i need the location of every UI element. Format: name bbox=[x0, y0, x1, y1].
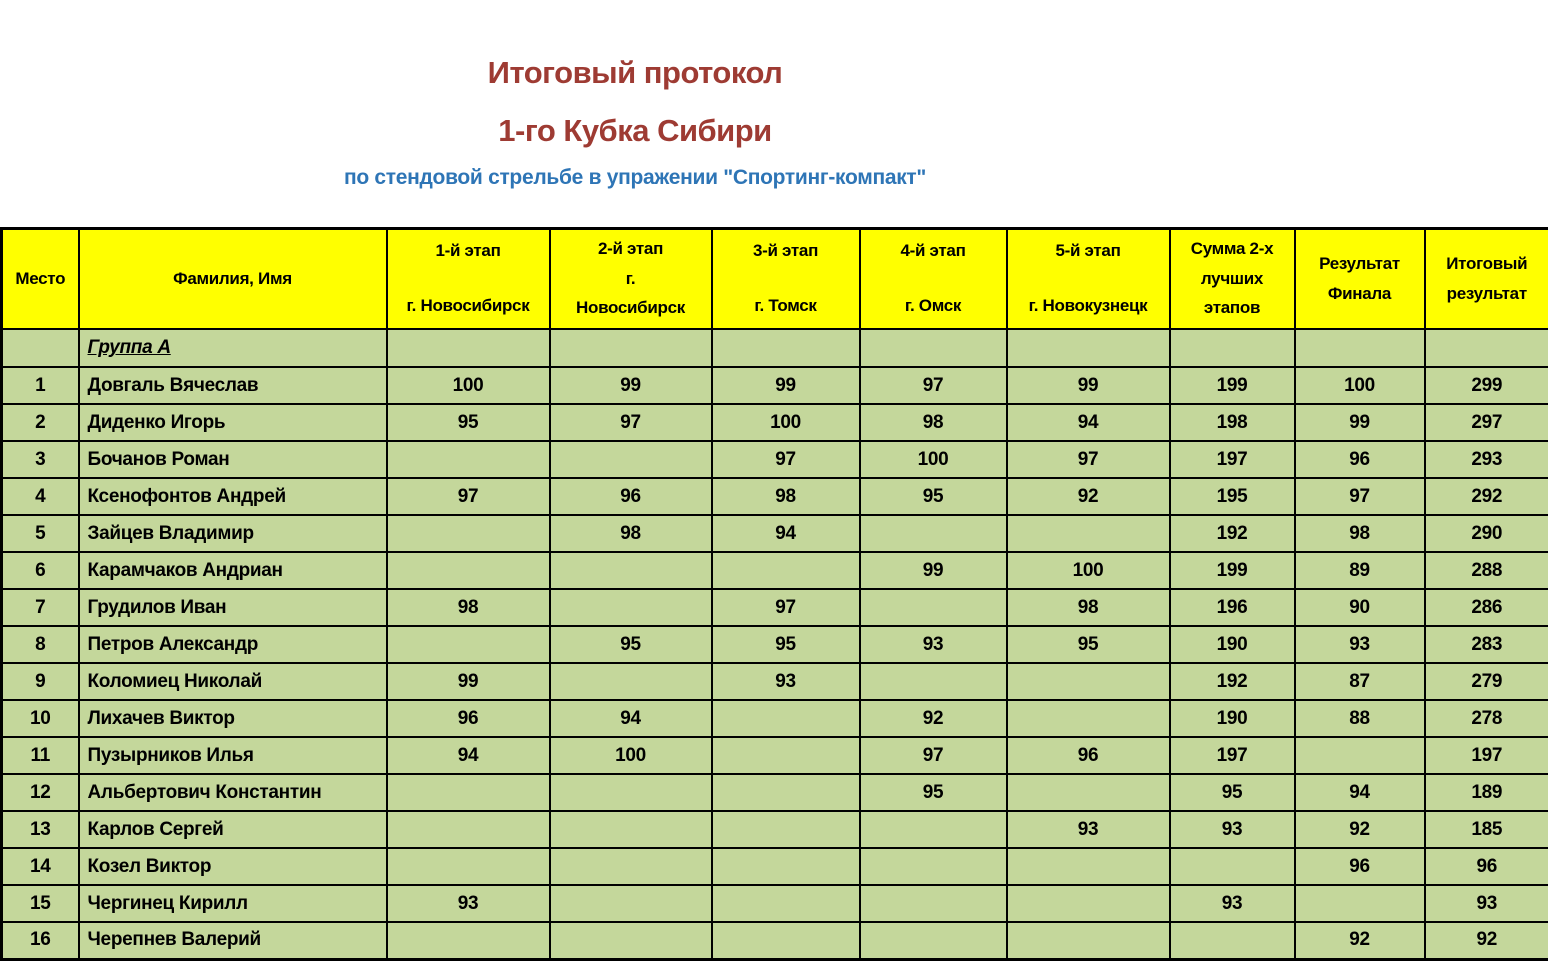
name-cell: Диденко Игорь bbox=[79, 404, 387, 441]
score-cell-stage5: 98 bbox=[1007, 589, 1170, 626]
score-cell-stage1 bbox=[387, 515, 550, 552]
score-cell-stage4 bbox=[860, 848, 1007, 885]
score-cell-stage2: 95 bbox=[550, 626, 712, 663]
score-cell-final: 98 bbox=[1295, 515, 1425, 552]
column-header-name-line: Фамилия, Имя bbox=[173, 264, 292, 294]
place-cell: 2 bbox=[2, 404, 79, 441]
name-cell: Довгаль Вячеслав bbox=[79, 367, 387, 404]
score-cell-stage4: 97 bbox=[860, 737, 1007, 774]
score-cell-stage5: 95 bbox=[1007, 626, 1170, 663]
score-cell-total: 93 bbox=[1425, 885, 1548, 922]
results-table-body bbox=[2, 329, 1548, 959]
name-cell: Коломиец Николай bbox=[79, 663, 387, 700]
score-cell-total: 92 bbox=[1425, 922, 1548, 959]
score-cell-stage3 bbox=[712, 922, 860, 959]
score-cell-total: 299 bbox=[1425, 367, 1548, 404]
column-header-place-line: Место bbox=[15, 264, 65, 294]
score-cell-stage2 bbox=[550, 885, 712, 922]
column-header-stage5-line: г. Новокузнецк bbox=[1029, 296, 1148, 316]
score-cell-stage5: 99 bbox=[1007, 367, 1170, 404]
score-cell-stage3 bbox=[712, 774, 860, 811]
score-cell-sum: 190 bbox=[1170, 626, 1295, 663]
score-cell-total: 288 bbox=[1425, 552, 1548, 589]
table-row bbox=[2, 367, 1548, 404]
group-row bbox=[2, 329, 1548, 367]
score-cell-sum: 190 bbox=[1170, 700, 1295, 737]
score-cell-sum bbox=[1170, 922, 1295, 959]
score-cell-sum: 197 bbox=[1170, 441, 1295, 478]
page-title-line1: Итоговый протокол bbox=[0, 44, 1270, 102]
empty-cell bbox=[1170, 329, 1295, 367]
column-header-total-line: результат bbox=[1447, 279, 1527, 309]
column-header-stage3-line: 3-й этап bbox=[753, 241, 818, 261]
score-cell-total: 197 bbox=[1425, 737, 1548, 774]
score-cell-stage5: 93 bbox=[1007, 811, 1170, 848]
empty-cell bbox=[1425, 329, 1548, 367]
score-cell-stage5: 100 bbox=[1007, 552, 1170, 589]
score-cell-stage2: 99 bbox=[550, 367, 712, 404]
score-cell-stage1 bbox=[387, 774, 550, 811]
empty-cell bbox=[712, 329, 860, 367]
score-cell-stage3: 93 bbox=[712, 663, 860, 700]
score-cell-stage1 bbox=[387, 552, 550, 589]
column-header-stage5 bbox=[1007, 229, 1170, 330]
score-cell-sum: 192 bbox=[1170, 515, 1295, 552]
page-title-line2: 1-го Кубка Сибири bbox=[0, 102, 1270, 160]
column-header-total-line: Итоговый bbox=[1446, 249, 1527, 279]
name-cell: Карлов Сергей bbox=[79, 811, 387, 848]
table-row bbox=[2, 922, 1548, 959]
table-row bbox=[2, 441, 1548, 478]
score-cell-stage1: 93 bbox=[387, 885, 550, 922]
score-cell-sum: 195 bbox=[1170, 478, 1295, 515]
column-header-sum-line: Сумма 2-х bbox=[1191, 239, 1273, 259]
score-cell-stage1: 95 bbox=[387, 404, 550, 441]
column-header-total bbox=[1425, 229, 1548, 330]
table-row bbox=[2, 478, 1548, 515]
score-cell-total: 279 bbox=[1425, 663, 1548, 700]
score-cell-sum: 192 bbox=[1170, 663, 1295, 700]
score-cell-stage2: 96 bbox=[550, 478, 712, 515]
name-cell: Альбертович Константин bbox=[79, 774, 387, 811]
score-cell-final bbox=[1295, 885, 1425, 922]
score-cell-final: 89 bbox=[1295, 552, 1425, 589]
score-cell-sum: 197 bbox=[1170, 737, 1295, 774]
column-header-stage4-line: г. Омск bbox=[905, 296, 961, 316]
column-header-stage4-line: 4-й этап bbox=[900, 241, 965, 261]
score-cell-total: 189 bbox=[1425, 774, 1548, 811]
column-header-stage1 bbox=[387, 229, 550, 330]
score-cell-final: 96 bbox=[1295, 441, 1425, 478]
score-cell-stage5: 96 bbox=[1007, 737, 1170, 774]
score-cell-sum: 93 bbox=[1170, 811, 1295, 848]
score-cell-stage2 bbox=[550, 811, 712, 848]
score-cell-sum bbox=[1170, 848, 1295, 885]
score-cell-stage5: 94 bbox=[1007, 404, 1170, 441]
place-cell: 3 bbox=[2, 441, 79, 478]
score-cell-stage5 bbox=[1007, 700, 1170, 737]
score-cell-stage3: 95 bbox=[712, 626, 860, 663]
page-subtitle: по стендовой стрельбе в упражении "Спортинг-компакт" bbox=[0, 166, 1270, 190]
score-cell-stage2 bbox=[550, 774, 712, 811]
name-cell: Карамчаков Андриан bbox=[79, 552, 387, 589]
score-cell-stage1: 96 bbox=[387, 700, 550, 737]
place-cell: 15 bbox=[2, 885, 79, 922]
name-cell: Козел Виктор bbox=[79, 848, 387, 885]
column-header-stage2 bbox=[550, 229, 712, 330]
table-row bbox=[2, 552, 1548, 589]
name-cell: Лихачев Виктор bbox=[79, 700, 387, 737]
column-header-sum-line: этапов bbox=[1204, 298, 1260, 318]
place-cell: 16 bbox=[2, 922, 79, 959]
score-cell-final: 92 bbox=[1295, 922, 1425, 959]
column-header-stage1-line: 1-й этап bbox=[435, 241, 500, 261]
score-cell-final bbox=[1295, 737, 1425, 774]
column-header-stage3 bbox=[712, 229, 860, 330]
score-cell-sum: 95 bbox=[1170, 774, 1295, 811]
score-cell-stage3: 100 bbox=[712, 404, 860, 441]
score-cell-stage5: 97 bbox=[1007, 441, 1170, 478]
score-cell-stage2 bbox=[550, 589, 712, 626]
score-cell-stage3 bbox=[712, 811, 860, 848]
name-cell: Чергинец Кирилл bbox=[79, 885, 387, 922]
score-cell-stage2: 100 bbox=[550, 737, 712, 774]
place-cell: 14 bbox=[2, 848, 79, 885]
score-cell-final: 92 bbox=[1295, 811, 1425, 848]
place-cell: 11 bbox=[2, 737, 79, 774]
score-cell-stage4 bbox=[860, 589, 1007, 626]
place-cell: 10 bbox=[2, 700, 79, 737]
score-cell-stage4: 97 bbox=[860, 367, 1007, 404]
score-cell-final: 88 bbox=[1295, 700, 1425, 737]
group-label: Группа А bbox=[79, 329, 387, 367]
score-cell-stage5 bbox=[1007, 515, 1170, 552]
name-cell: Петров Александр bbox=[79, 626, 387, 663]
score-cell-stage4: 95 bbox=[860, 774, 1007, 811]
empty-cell bbox=[2, 329, 79, 367]
score-cell-sum: 196 bbox=[1170, 589, 1295, 626]
score-cell-sum: 198 bbox=[1170, 404, 1295, 441]
column-header-sum-line: лучших bbox=[1201, 269, 1263, 289]
score-cell-stage3 bbox=[712, 737, 860, 774]
score-cell-stage5 bbox=[1007, 774, 1170, 811]
score-cell-stage2 bbox=[550, 848, 712, 885]
table-row bbox=[2, 626, 1548, 663]
score-cell-final: 94 bbox=[1295, 774, 1425, 811]
score-cell-stage1: 97 bbox=[387, 478, 550, 515]
empty-cell bbox=[1007, 329, 1170, 367]
score-cell-stage5 bbox=[1007, 885, 1170, 922]
score-cell-stage4: 100 bbox=[860, 441, 1007, 478]
place-cell: 12 bbox=[2, 774, 79, 811]
column-header-stage4 bbox=[860, 229, 1007, 330]
score-cell-final: 97 bbox=[1295, 478, 1425, 515]
score-cell-stage3 bbox=[712, 885, 860, 922]
score-cell-stage2 bbox=[550, 552, 712, 589]
score-cell-stage4 bbox=[860, 515, 1007, 552]
column-header-name bbox=[79, 229, 387, 330]
score-cell-total: 293 bbox=[1425, 441, 1548, 478]
score-cell-stage1: 98 bbox=[387, 589, 550, 626]
score-cell-stage3: 94 bbox=[712, 515, 860, 552]
table-row bbox=[2, 589, 1548, 626]
score-cell-stage3: 99 bbox=[712, 367, 860, 404]
score-cell-total: 96 bbox=[1425, 848, 1548, 885]
score-cell-stage2 bbox=[550, 922, 712, 959]
score-cell-stage3 bbox=[712, 552, 860, 589]
place-cell: 7 bbox=[2, 589, 79, 626]
name-cell: Грудилов Иван bbox=[79, 589, 387, 626]
score-cell-total: 292 bbox=[1425, 478, 1548, 515]
score-cell-stage3 bbox=[712, 700, 860, 737]
name-cell: Ксенофонтов Андрей bbox=[79, 478, 387, 515]
table-row bbox=[2, 885, 1548, 922]
score-cell-final: 93 bbox=[1295, 626, 1425, 663]
score-cell-stage1 bbox=[387, 848, 550, 885]
score-cell-total: 278 bbox=[1425, 700, 1548, 737]
score-cell-total: 283 bbox=[1425, 626, 1548, 663]
score-cell-stage1 bbox=[387, 626, 550, 663]
column-header-place bbox=[2, 229, 79, 330]
score-cell-final: 99 bbox=[1295, 404, 1425, 441]
score-cell-stage3: 98 bbox=[712, 478, 860, 515]
place-cell: 6 bbox=[2, 552, 79, 589]
score-cell-stage4: 95 bbox=[860, 478, 1007, 515]
place-cell: 5 bbox=[2, 515, 79, 552]
score-cell-stage4: 99 bbox=[860, 552, 1007, 589]
score-cell-stage1: 100 bbox=[387, 367, 550, 404]
score-cell-stage5 bbox=[1007, 663, 1170, 700]
score-cell-stage4: 92 bbox=[860, 700, 1007, 737]
place-cell: 13 bbox=[2, 811, 79, 848]
score-cell-stage4 bbox=[860, 885, 1007, 922]
results-table-header bbox=[2, 229, 1548, 330]
score-cell-stage1: 94 bbox=[387, 737, 550, 774]
table-row bbox=[2, 404, 1548, 441]
score-cell-stage3: 97 bbox=[712, 441, 860, 478]
score-cell-total: 297 bbox=[1425, 404, 1548, 441]
score-cell-stage2: 97 bbox=[550, 404, 712, 441]
place-cell: 4 bbox=[2, 478, 79, 515]
score-cell-stage2 bbox=[550, 441, 712, 478]
score-cell-stage1 bbox=[387, 922, 550, 959]
title-block bbox=[0, 0, 1270, 227]
score-cell-final: 87 bbox=[1295, 663, 1425, 700]
column-header-final-line: Финала bbox=[1328, 279, 1391, 309]
column-header-final-line: Результат bbox=[1319, 249, 1400, 279]
column-header-final bbox=[1295, 229, 1425, 330]
column-header-stage2-line: 2-й этап bbox=[598, 239, 663, 259]
name-cell: Зайцев Владимир bbox=[79, 515, 387, 552]
score-cell-final: 90 bbox=[1295, 589, 1425, 626]
score-cell-stage3: 97 bbox=[712, 589, 860, 626]
score-cell-total: 286 bbox=[1425, 589, 1548, 626]
score-cell-stage5: 92 bbox=[1007, 478, 1170, 515]
score-cell-stage1: 99 bbox=[387, 663, 550, 700]
score-cell-final: 96 bbox=[1295, 848, 1425, 885]
empty-cell bbox=[1295, 329, 1425, 367]
score-cell-sum: 199 bbox=[1170, 367, 1295, 404]
table-row bbox=[2, 700, 1548, 737]
score-cell-stage4: 98 bbox=[860, 404, 1007, 441]
empty-cell bbox=[387, 329, 550, 367]
score-cell-stage1 bbox=[387, 441, 550, 478]
place-cell: 8 bbox=[2, 626, 79, 663]
score-cell-stage4 bbox=[860, 663, 1007, 700]
score-cell-stage5 bbox=[1007, 922, 1170, 959]
empty-cell bbox=[550, 329, 712, 367]
place-cell: 9 bbox=[2, 663, 79, 700]
score-cell-total: 290 bbox=[1425, 515, 1548, 552]
score-cell-stage4 bbox=[860, 922, 1007, 959]
score-cell-stage1 bbox=[387, 811, 550, 848]
column-header-stage2-line: Новосибирск bbox=[576, 298, 685, 318]
score-cell-final: 100 bbox=[1295, 367, 1425, 404]
column-header-stage5-line: 5-й этап bbox=[1055, 241, 1120, 261]
score-cell-stage4: 93 bbox=[860, 626, 1007, 663]
name-cell: Пузырников Илья bbox=[79, 737, 387, 774]
score-cell-stage2: 98 bbox=[550, 515, 712, 552]
name-cell: Бочанов Роман bbox=[79, 441, 387, 478]
place-cell: 1 bbox=[2, 367, 79, 404]
name-cell: Черепнев Валерий bbox=[79, 922, 387, 959]
score-cell-sum: 199 bbox=[1170, 552, 1295, 589]
table-row bbox=[2, 774, 1548, 811]
column-header-stage2-line: г. bbox=[626, 269, 636, 289]
table-row bbox=[2, 737, 1548, 774]
score-cell-stage4 bbox=[860, 811, 1007, 848]
score-cell-stage2: 94 bbox=[550, 700, 712, 737]
column-header-stage3-line: г. Томск bbox=[754, 296, 816, 316]
score-cell-stage3 bbox=[712, 848, 860, 885]
table-row bbox=[2, 515, 1548, 552]
empty-cell bbox=[860, 329, 1007, 367]
table-row bbox=[2, 811, 1548, 848]
table-row bbox=[2, 663, 1548, 700]
results-table bbox=[0, 227, 1548, 961]
score-cell-total: 185 bbox=[1425, 811, 1548, 848]
score-cell-stage2 bbox=[550, 663, 712, 700]
table-row bbox=[2, 848, 1548, 885]
score-cell-stage5 bbox=[1007, 848, 1170, 885]
column-header-stage1-line: г. Новосибирск bbox=[407, 296, 530, 316]
score-cell-sum: 93 bbox=[1170, 885, 1295, 922]
column-header-sum bbox=[1170, 229, 1295, 330]
